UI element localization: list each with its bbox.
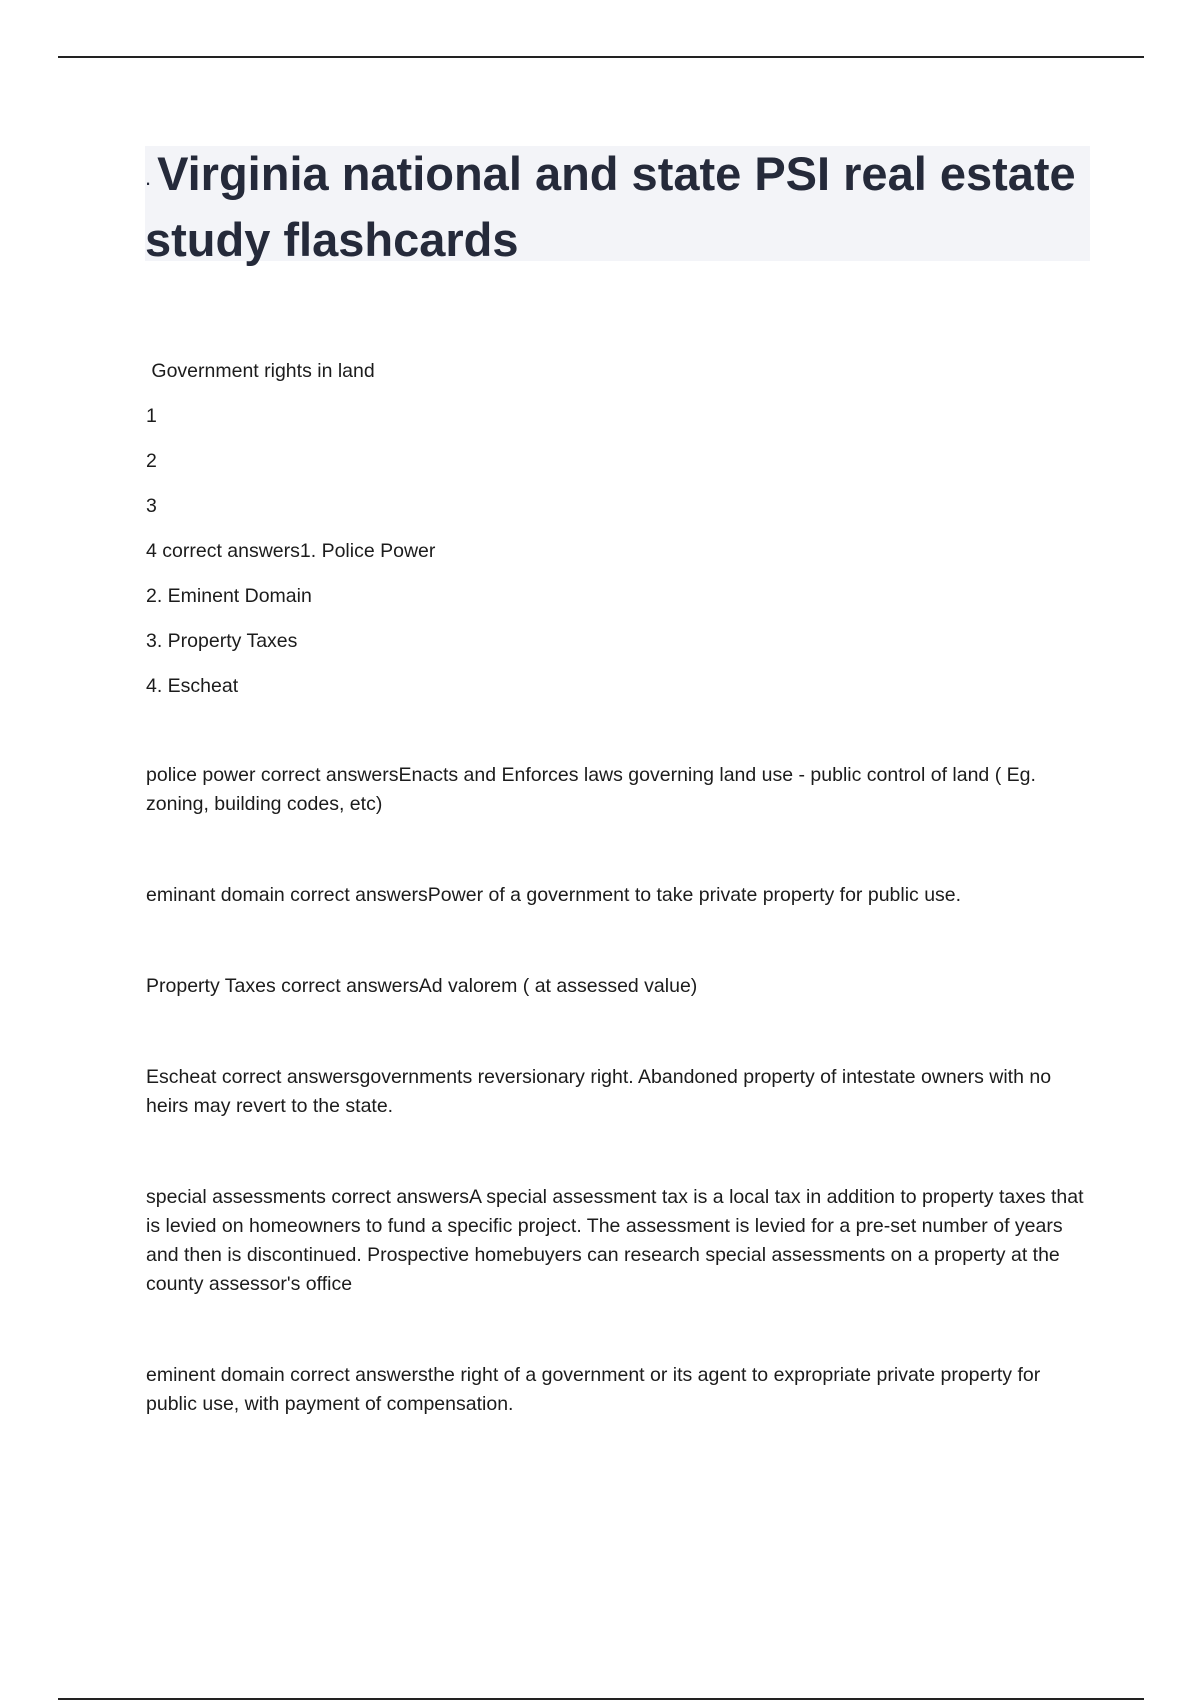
question-heading: Government rights in land xyxy=(146,360,375,382)
list-line: 3. Property Taxes xyxy=(146,630,298,652)
flashcard-paragraph: police power correct answersEnacts and Enforces laws governing land use - public control of land ( Eg. zoning, building codes, etc) xyxy=(146,764,1036,815)
list-line: 2 xyxy=(146,450,157,472)
list-line: 4. Escheat xyxy=(146,675,239,697)
list-line: 1 xyxy=(146,405,157,427)
title-prefix: . xyxy=(145,164,152,190)
document-body xyxy=(146,356,1096,1419)
flashcard-paragraph: eminant domain correct answersPower of a government to take private property for public use. xyxy=(146,884,962,906)
page-title xyxy=(145,143,1090,271)
flashcard-paragraph: eminent domain correct answersthe right of a government or its agent to expropriate private property for public use, with payment of compensation. xyxy=(146,1364,1041,1415)
flashcard-paragraph: special assessments correct answersA special assessment tax is a local tax in addition to property taxes that is levied on homeowners to fund a specific project. The assessment is levied for a pre-set number of years and then is discontinued. Prospective homebuyers can research special assessments on a property at the county assessor's office xyxy=(146,1186,1084,1295)
flashcard-paragraph: Property Taxes correct answersAd valorem ( at assessed value) xyxy=(146,975,698,997)
list-line: 3 xyxy=(146,495,157,517)
list-line: 4 correct answers1. Police Power xyxy=(146,540,436,562)
title-text: Virginia national and state PSI real estate study flashcards xyxy=(145,147,1076,266)
list-line: 2. Eminent Domain xyxy=(146,585,312,607)
flashcard-paragraph: Escheat correct answersgovernments reversionary right. Abandoned property of intestate owners with no heirs may revert to the state. xyxy=(146,1066,1052,1117)
top-rule xyxy=(58,56,1144,58)
